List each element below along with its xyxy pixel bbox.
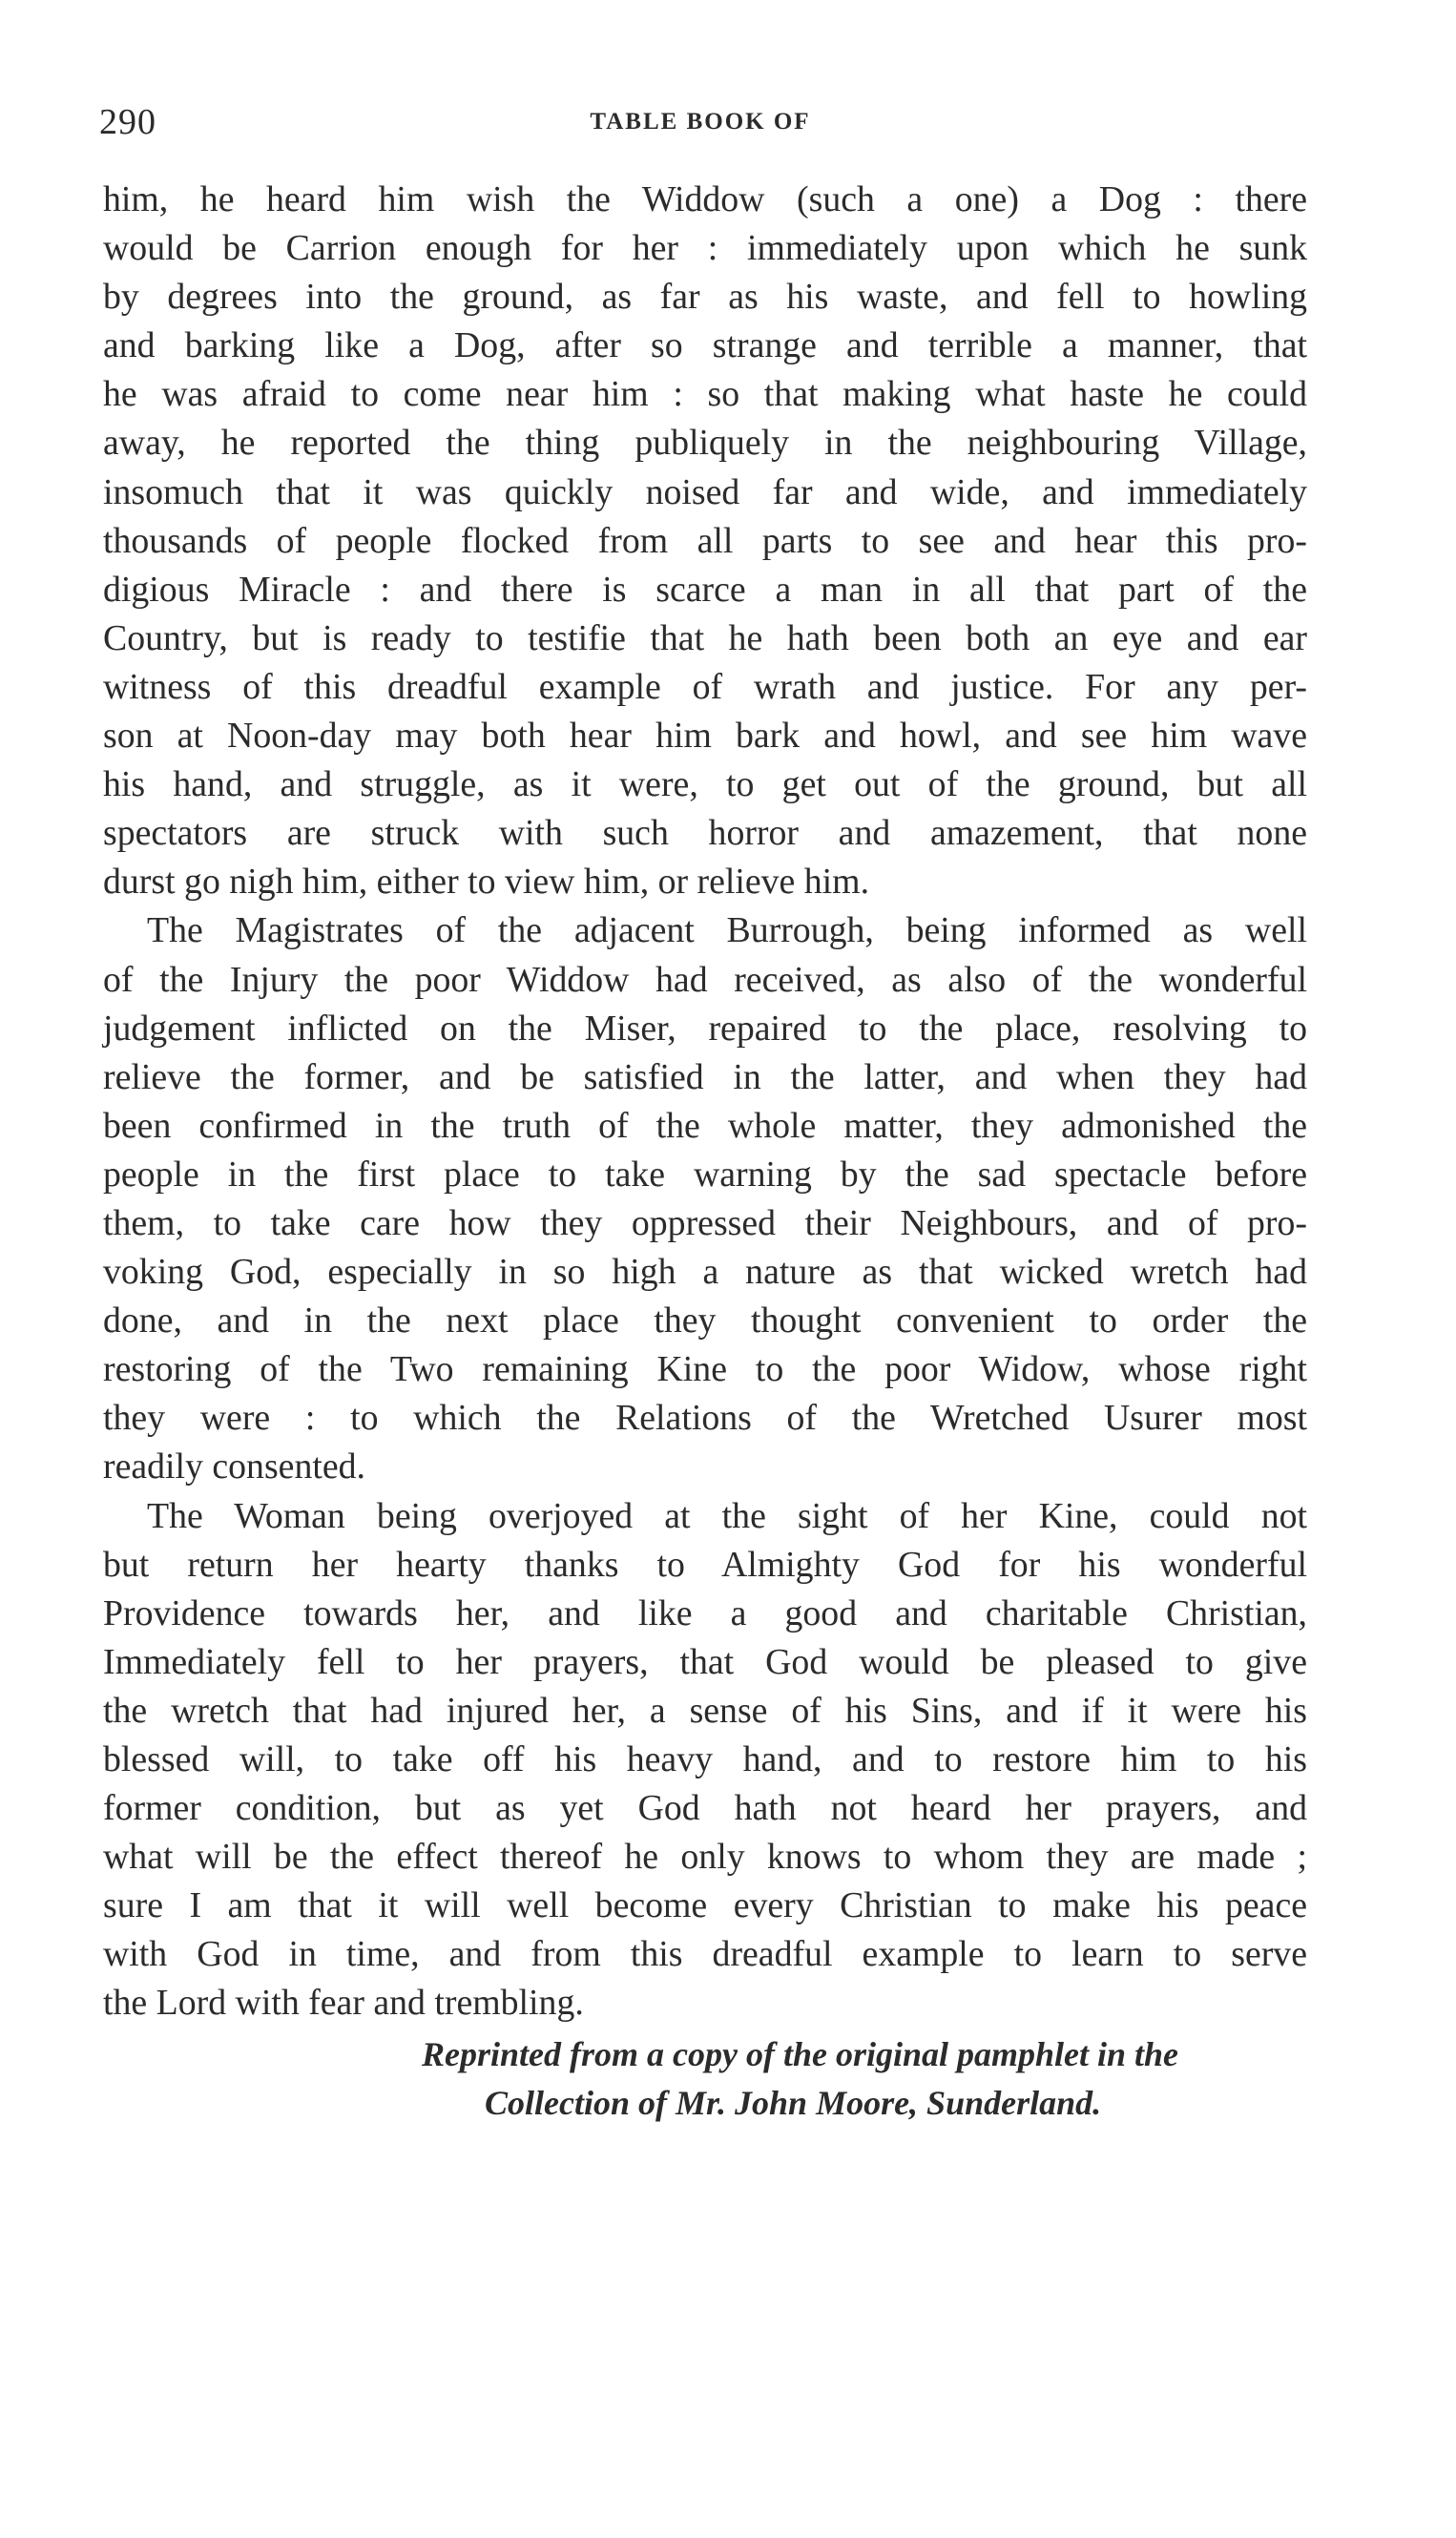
text-line: him, he heard him wish the Widdow (such a one) a Dog : there xyxy=(103,179,1307,219)
text-line: Providence towards her, and like a good and charitable Christian, xyxy=(103,1592,1307,1633)
text-line: voking God, especially in so high a nature as that wicked wretch had xyxy=(103,1252,1307,1293)
body-text xyxy=(103,176,1307,2128)
running-title: TABLE BOOK OF xyxy=(590,109,811,135)
text-line: former condition, but as yet God hath not heard her prayers, and xyxy=(103,1788,1307,1829)
text-line: away, he reported the thing publiquely in the neighbouring Village, xyxy=(103,423,1307,464)
text-line: would be Carrion enough for her : immediately upon which he sunk xyxy=(103,228,1307,269)
text-line: Immediately fell to her prayers, that God would be pleased to give xyxy=(103,1641,1307,1682)
text-line: the Lord with fear and trembling. xyxy=(103,1983,584,2024)
text-line: people in the first place to take warning by the sad spectacle before xyxy=(103,1154,1307,1195)
text-line: judgement inflicted on the Miser, repaired to the place, resolving to xyxy=(103,1008,1307,1049)
paragraph xyxy=(103,176,1307,906)
text-line: readily consented. xyxy=(103,1446,365,1487)
page-number: 290 xyxy=(99,102,156,142)
paragraph xyxy=(103,906,1307,1491)
text-line: witness of this dreadful example of wrath and justice. For any per- xyxy=(103,666,1307,707)
text-line: the wretch that had injured her, a sense of his Sins, and if it were his xyxy=(103,1690,1307,1731)
text-line: what will be the effect thereof he only knows to whom they are made ; xyxy=(103,1837,1307,1878)
text-line: restoring of the Two remaining Kine to the poor Widow, whose right xyxy=(103,1349,1307,1390)
text-line: and barking like a Dog, after so strange and terrible a manner, that xyxy=(103,325,1307,366)
text-line: insomuch that it was quickly noised far and wide, and immediately xyxy=(103,471,1307,512)
running-head xyxy=(99,101,1301,143)
text-line: by degrees into the ground, as far as his waste, and fell to howling xyxy=(103,277,1307,318)
text-line: with God in time, and from this dreadful example to learn to serve xyxy=(103,1934,1307,1975)
text-line: spectators are struck with such horror and amazement, that none xyxy=(103,813,1307,854)
text-line: done, and in the next place they thought convenient to order the xyxy=(103,1300,1307,1342)
source-attribution xyxy=(103,2030,1307,2128)
text-line: The Magistrates of the adjacent Burrough, being informed as well xyxy=(147,910,1307,951)
text-line: but return her hearty thanks to Almighty God for his wonderful xyxy=(103,1544,1307,1585)
paragraph xyxy=(103,1492,1307,2028)
text-line: they were : to which the Relations of the Wretched Usurer most xyxy=(103,1398,1307,1439)
text-line: son at Noon-day may both hear him bark and howl, and see him wave xyxy=(103,716,1307,757)
text-line: been confirmed in the truth of the whole matter, they admonished the xyxy=(103,1105,1307,1146)
text-line: thousands of people flocked from all parts to see and hear this pro- xyxy=(103,520,1307,561)
text-line: blessed will, to take off his heavy hand, and to restore him to his xyxy=(103,1739,1307,1779)
attribution-line: Collection of Mr. John Moore, Sunderland. xyxy=(485,2083,1102,2122)
text-line: The Woman being overjoyed at the sight of her Kine, could not xyxy=(147,1495,1307,1536)
text-line: durst go nigh him, either to view him, or relieve him. xyxy=(103,862,870,903)
text-line: Country, but is ready to testifie that he hath been both an eye and ear xyxy=(103,617,1307,658)
text-line: digious Miracle : and there is scarce a man in all that part of the xyxy=(103,569,1307,610)
text-line: he was afraid to come near him : so that making what haste he could xyxy=(103,374,1307,415)
text-line: relieve the former, and be satisfied in the latter, and when they had xyxy=(103,1056,1307,1097)
text-line: sure I am that it will well become every Christian to make his peace xyxy=(103,1885,1307,1926)
attribution-line: Reprinted from a copy of the original pamphlet in the xyxy=(422,2034,1179,2073)
text-line: them, to take care how they oppressed their Neighbours, and of pro- xyxy=(103,1202,1307,1243)
text-line: his hand, and struggle, as it were, to get out of the ground, but all xyxy=(103,764,1307,805)
text-line: of the Injury the poor Widdow had received, as also of the wonderful xyxy=(103,959,1307,1000)
